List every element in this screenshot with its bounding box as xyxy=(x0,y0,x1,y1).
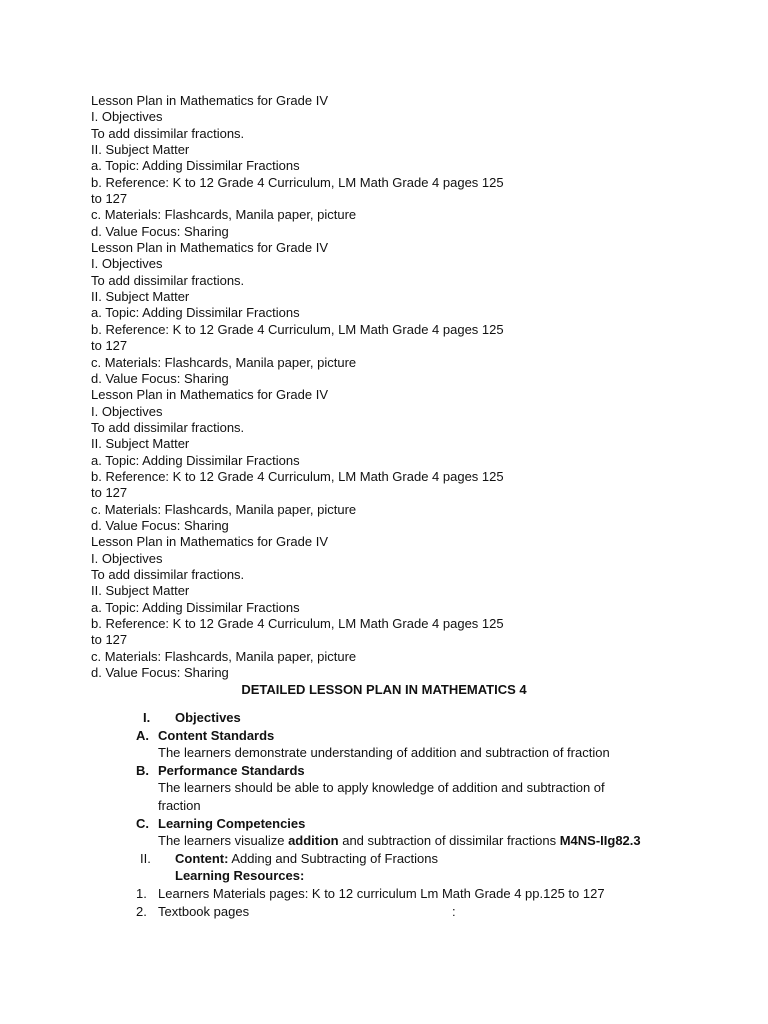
detailed-lesson-plan-title: DETAILED LESSON PLAN IN MATHEMATICS 4 xyxy=(241,682,527,697)
objective-text: To add dissimilar fractions. xyxy=(91,125,245,141)
performance-standards-letter: B. xyxy=(136,763,149,778)
lesson-plan-title: Lesson Plan in Mathematics for Grade IV xyxy=(91,387,329,403)
objectives-label: Objectives xyxy=(175,710,241,725)
materials-line: c. Materials: Flashcards, Manila paper, picture xyxy=(91,207,357,223)
objectives-heading: I. Objectives xyxy=(91,109,163,125)
value-focus-line: d. Value Focus: Sharing xyxy=(91,517,229,533)
reference-line-continued: to 127 xyxy=(91,485,128,501)
performance-standards-text-continued: fraction xyxy=(158,798,201,813)
competencies-text-start: The learners visualize xyxy=(158,833,289,848)
content-standards-text: The learners demonstrate understanding of addition and subtraction of fraction xyxy=(158,745,610,760)
subject-matter-heading: II. Subject Matter xyxy=(91,583,190,599)
reference-line-continued: to 127 xyxy=(91,338,128,354)
content-standards-label: Content Standards xyxy=(158,728,275,743)
reference-line-continued: to 127 xyxy=(91,191,128,207)
competencies-letter: C. xyxy=(136,816,149,831)
resource-number: 2. xyxy=(136,904,147,919)
value-focus-line: d. Value Focus: Sharing xyxy=(91,223,229,239)
objective-text: To add dissimilar fractions. xyxy=(91,419,245,435)
objectives-heading: I. Objectives xyxy=(91,403,163,419)
materials-line: c. Materials: Flashcards, Manila paper, picture xyxy=(91,501,357,517)
performance-standards-label: Performance Standards xyxy=(158,763,305,778)
value-focus-line: d. Value Focus: Sharing xyxy=(91,665,229,681)
objective-text: To add dissimilar fractions. xyxy=(91,566,245,582)
objectives-heading: I. Objectives xyxy=(91,550,163,566)
objective-text: To add dissimilar fractions. xyxy=(91,272,245,288)
topic-line: a. Topic: Adding Dissimilar Fractions xyxy=(91,158,300,174)
materials-line: c. Materials: Flashcards, Manila paper, picture xyxy=(91,354,357,370)
competencies-text xyxy=(158,832,641,850)
resource-item: Learners Materials pages: K to 12 curriculum Lm Math Grade 4 pp.125 to 127 xyxy=(158,886,605,901)
subject-matter-heading: II. Subject Matter xyxy=(91,142,190,158)
content-standards-letter: A. xyxy=(136,728,149,743)
content-label: Content: xyxy=(175,851,229,866)
materials-line: c. Materials: Flashcards, Manila paper, picture xyxy=(91,648,357,664)
objectives-numeral: I. xyxy=(143,710,151,725)
competencies-label: Learning Competencies xyxy=(158,816,306,831)
reference-line: b. Reference: K to 12 Grade 4 Curriculum, LM Math Grade 4 pages 125 xyxy=(91,616,504,631)
content-text: Adding and Subtracting of Fractions xyxy=(228,851,439,866)
subject-matter-heading: II. Subject Matter xyxy=(91,436,190,452)
resource-item: Textbook pages xyxy=(158,904,250,919)
reference-line: b. Reference: K to 12 Grade 4 Curriculum, LM Math Grade 4 pages 125 xyxy=(91,174,504,190)
topic-line: a. Topic: Adding Dissimilar Fractions xyxy=(91,452,300,468)
objectives-heading: I. Objectives xyxy=(91,256,163,272)
value-focus-line: d. Value Focus: Sharing xyxy=(91,370,229,386)
resource-colon: : xyxy=(452,904,456,919)
competencies-text-end: and subtraction of dissimilar fractions xyxy=(338,833,560,848)
reference-line: b. Reference: K to 12 Grade 4 Curriculum, LM Math Grade 4 pages 125 xyxy=(91,321,504,337)
learning-resources-label: Learning Resources: xyxy=(175,868,305,883)
competencies-text-emphasis: addition xyxy=(288,833,339,848)
competency-code: M4NS-IIg82.3 xyxy=(559,833,641,848)
content-line xyxy=(175,850,438,868)
lesson-plan-title: Lesson Plan in Mathematics for Grade IV xyxy=(91,240,329,256)
subject-matter-heading: II. Subject Matter xyxy=(91,289,190,305)
plain-lesson-plan-text xyxy=(91,93,731,681)
performance-standards-text: The learners should be able to apply knowledge of addition and subtraction of xyxy=(158,780,605,795)
content-numeral: II. xyxy=(140,851,151,866)
topic-line: a. Topic: Adding Dissimilar Fractions xyxy=(91,305,300,321)
topic-line: a. Topic: Adding Dissimilar Fractions xyxy=(91,599,300,615)
lesson-plan-title: Lesson Plan in Mathematics for Grade IV xyxy=(91,93,329,108)
reference-line: b. Reference: K to 12 Grade 4 Curriculum, LM Math Grade 4 pages 125 xyxy=(91,468,504,484)
lesson-plan-title: Lesson Plan in Mathematics for Grade IV xyxy=(91,534,329,550)
reference-line-continued: to 127 xyxy=(91,632,128,648)
resource-number: 1. xyxy=(136,886,147,901)
